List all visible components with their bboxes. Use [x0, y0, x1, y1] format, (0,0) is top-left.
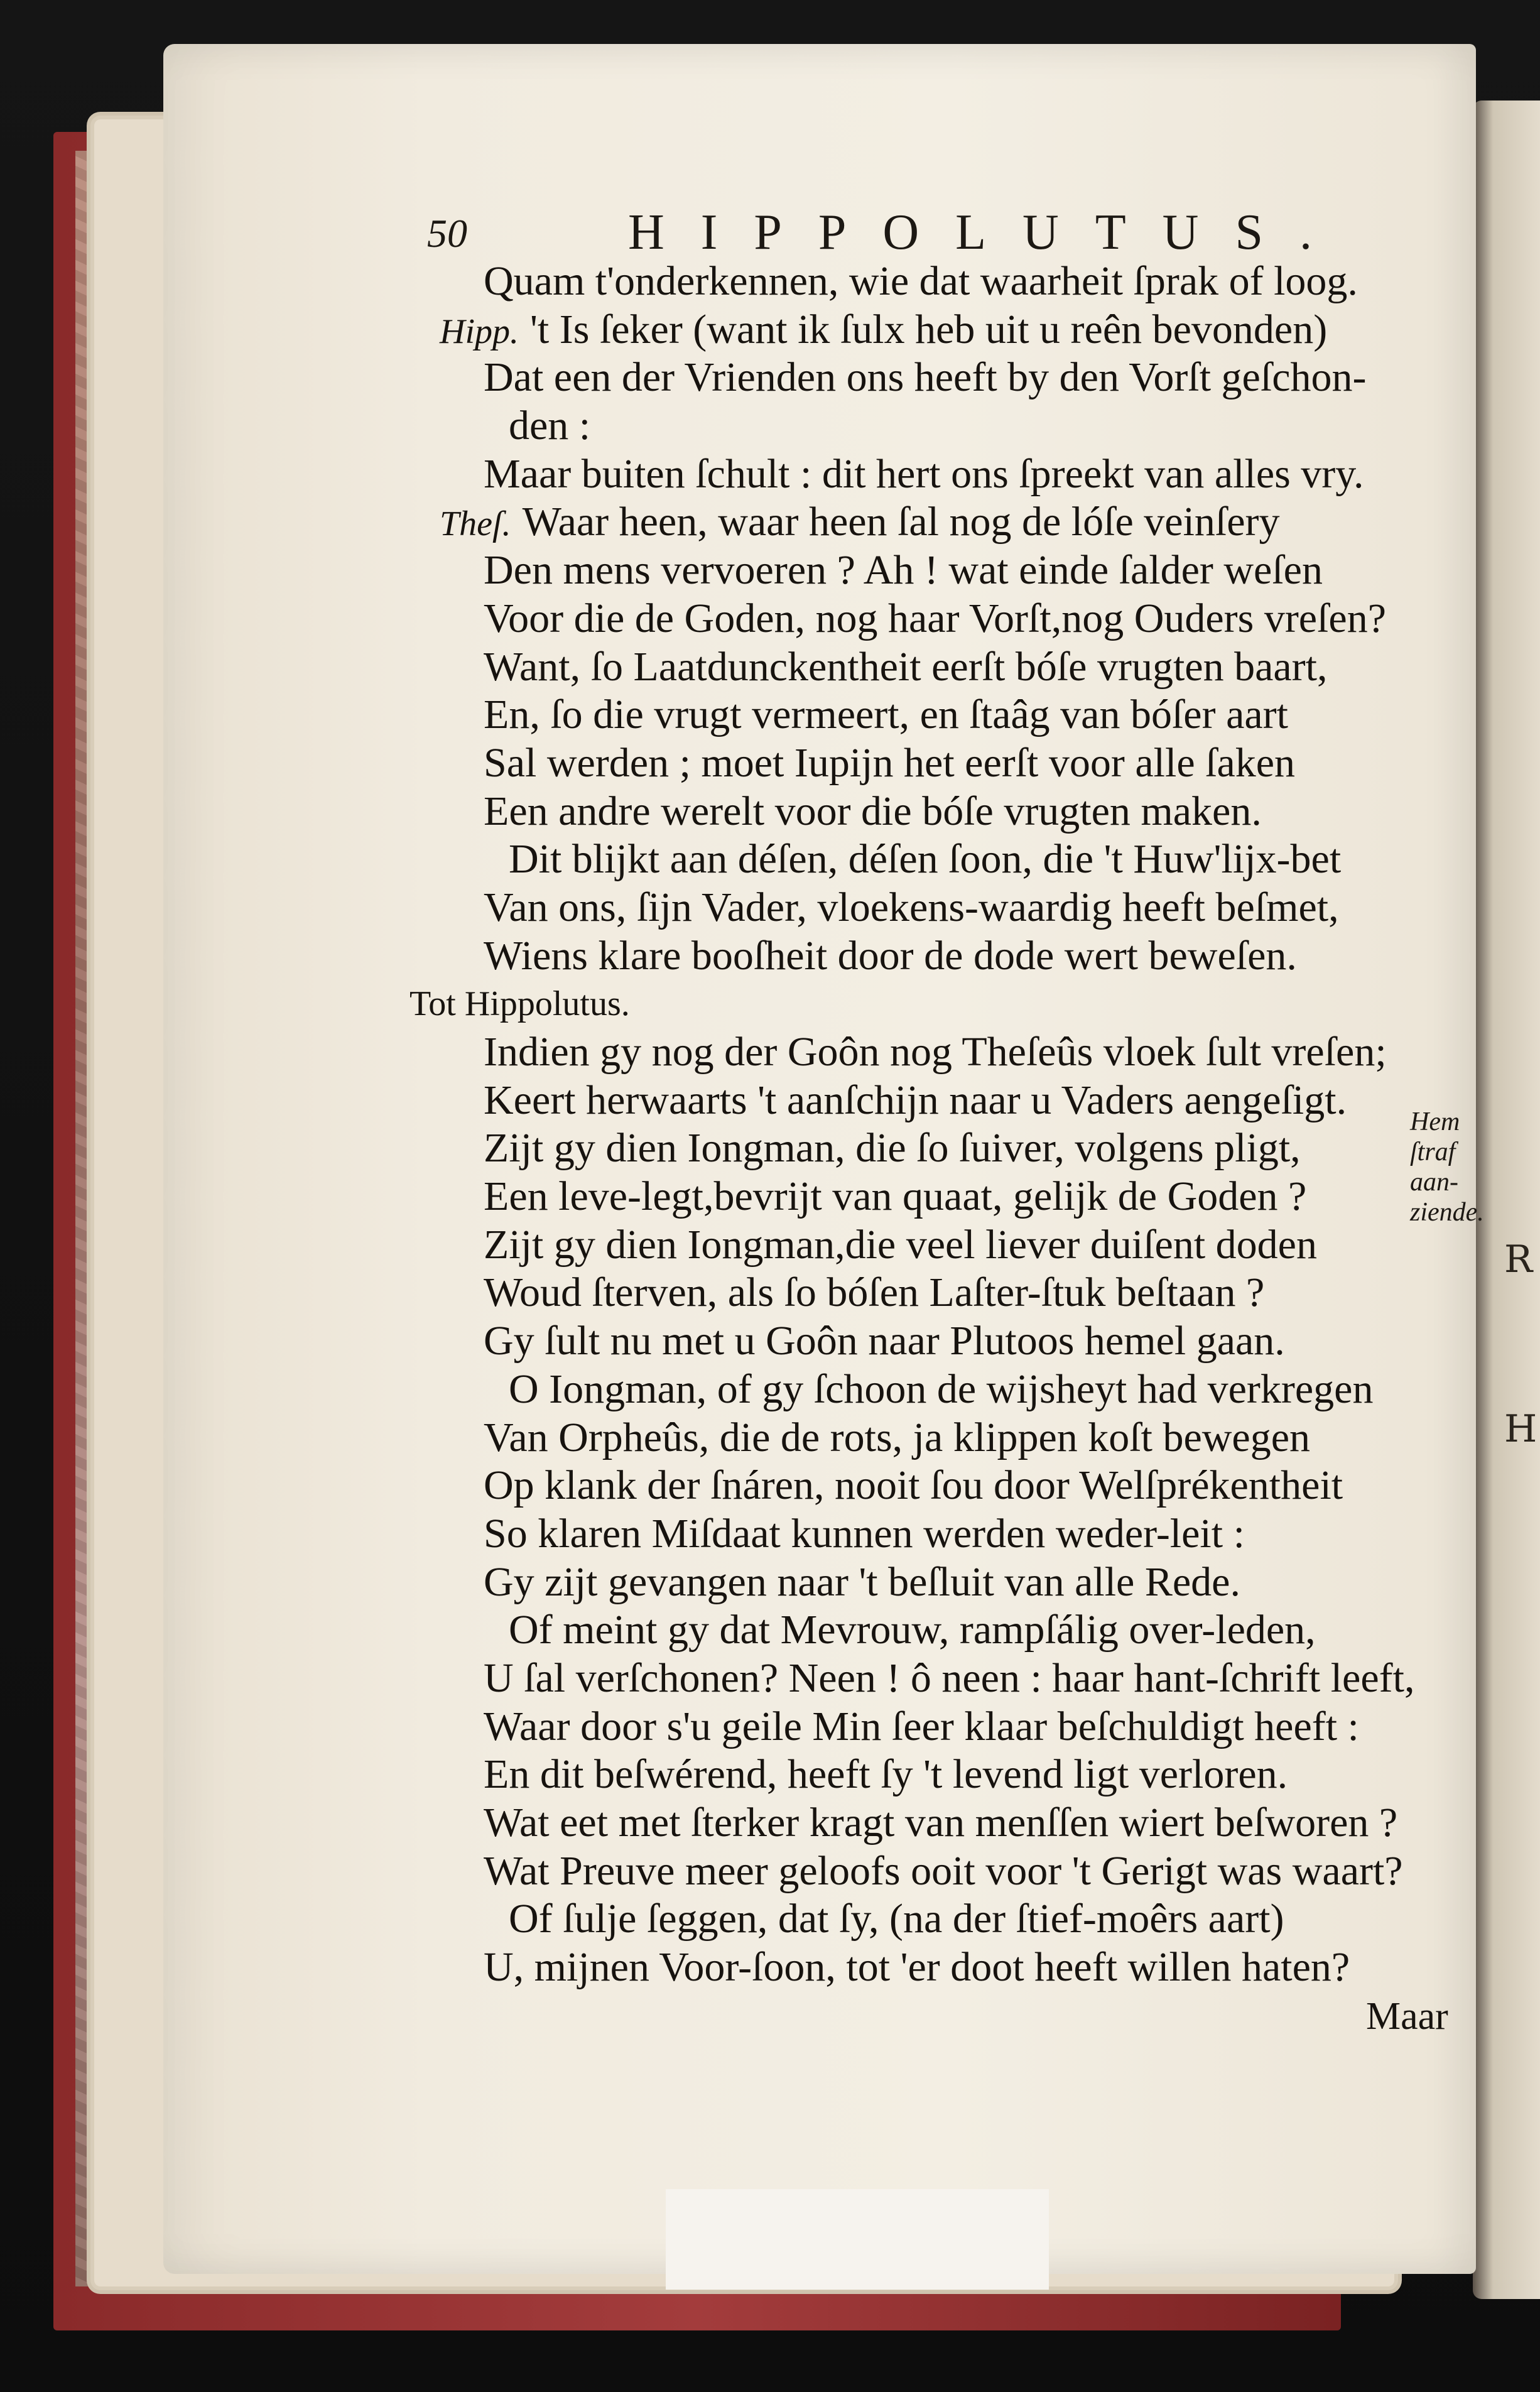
verse-line [440, 835, 1445, 884]
verse-line [440, 1462, 1445, 1510]
catchword: Maar [1366, 1995, 1448, 2038]
verse-line [440, 306, 1445, 354]
facing-page-letter: H [1504, 1407, 1537, 1451]
verse-line [440, 402, 1445, 450]
verse-line-text: Op klank der ſnáren, nooit ſou door Welſprékentheit [484, 1462, 1343, 1509]
verse-line [440, 1655, 1445, 1703]
verse-line [440, 1944, 1445, 1992]
verse-line-text: Woud ſterven, als ſo bóſen Laſter-ſtuk beſtaan ? [484, 1269, 1265, 1316]
verse-line-text: Een leve-legt,bevrijt van quaat, gelijk de Goden ? [484, 1173, 1307, 1220]
verse-line [440, 739, 1445, 788]
verse-line [440, 1077, 1445, 1125]
verse-line-text: So klaren Miſdaat kunnen werden weder-leit : [484, 1510, 1245, 1557]
verse-line [440, 1221, 1445, 1269]
verse-line [440, 354, 1445, 402]
verse-line-text: Van Orpheûs, die de rots, ja klippen koſt bewegen [484, 1414, 1311, 1460]
verse-line [440, 595, 1445, 643]
verse-line-text: Sal werden ; moet Iupijn het eerſt voor alle ſaken [484, 739, 1296, 786]
verse-line [440, 1895, 1445, 1944]
verse-line [440, 1317, 1445, 1366]
verse-line [440, 643, 1445, 692]
verse-line [440, 1558, 1445, 1607]
verse-line-text: Voor die de Goden, nog haar Vorſt,nog Ouders vreſen? [484, 595, 1387, 641]
verse-line-text: O Iongman, of gy ſchoon de wijsheyt had verkregen [509, 1366, 1374, 1412]
verse-line [440, 1028, 1445, 1077]
page-number: 50 [427, 211, 467, 256]
blank-label-patch [666, 2189, 1049, 2290]
running-title: HIPPOLUTUS. [628, 205, 1348, 260]
verse-line-text: Tot Hippolutus. [409, 984, 630, 1024]
verse-line [440, 498, 1445, 546]
marginal-note [1410, 1107, 1484, 1227]
verse-line-text: Maar buiten ſchult : dit hert ons ſpreekt van alles vry. [484, 450, 1364, 497]
verse-line [440, 450, 1445, 499]
verse-line-text: En, ſo die vrugt vermeert, en ſtaâg van bóſer aart [484, 692, 1288, 738]
verse-line-text: Dat een der Vrienden ons heeft by den Vorſt geſchon- [484, 354, 1367, 401]
verse-line [440, 1510, 1445, 1558]
verse-line-text: Zijt gy dien Iongman, die ſo ſuiver, volgens pligt, [484, 1125, 1301, 1172]
verse-line [440, 1606, 1445, 1655]
verse-line [440, 258, 1445, 306]
verse-line [440, 1366, 1445, 1414]
verse-line-text: 't Is ſeker (want ik ſulx heb uit u reên bevonden) [530, 306, 1328, 352]
stage-direction [409, 980, 1445, 1028]
verse-line [440, 1173, 1445, 1221]
marginal-note-line: ſtraf [1410, 1138, 1456, 1166]
verse-line-text: Wat eet met ſterker kragt van menſſen wiert beſworen ? [484, 1800, 1398, 1846]
verse-line [440, 788, 1445, 836]
verse-line-text: Dit blijkt aan déſen, déſen ſoon, die 't Huw'lijx-bet [509, 836, 1342, 883]
verse-line-text: Wiens klare booſheit door de dode wert beweſen. [484, 932, 1297, 979]
verse-line [440, 1703, 1445, 1751]
verse-line-text: Gy ſult nu met u Goôn naar Plutoos hemel gaan. [484, 1318, 1285, 1364]
verse-line-text: En dit beſwérend, heeft ſy 't levend ligt verloren. [484, 1751, 1288, 1798]
verse-line-text: den : [509, 403, 591, 449]
verse-line [440, 1414, 1445, 1462]
verse-line-text: Gy zijt gevangen naar 't beſluit van alle Rede. [484, 1558, 1240, 1605]
verse-line [440, 1799, 1445, 1847]
verse-line-text: Quam t'onderkennen, wie dat waarheit ſprak of loog. [484, 258, 1358, 304]
verse-line-text: U ſal verſchonen? Neen ! ô neen : haar hant-ſchrift leeft, [484, 1655, 1415, 1701]
verse-line-text: Zijt gy dien Iongman,die veel liever duiſent doden [484, 1221, 1317, 1268]
marginal-note-line: aan- [1410, 1168, 1458, 1197]
verse-line [440, 884, 1445, 932]
verse-line-text: Keert herwaarts 't aanſchijn naar u Vaders aengeſigt. [484, 1077, 1347, 1123]
verse-line-text: U, mijnen Voor-ſoon, tot 'er doot heeft willen haten? [484, 1944, 1350, 1991]
verse-line [440, 932, 1445, 981]
verse-line-text: Den mens vervoeren ? Ah ! wat einde ſalder weſen [484, 547, 1323, 594]
verse-text [409, 258, 1445, 1992]
verse-line-text: Want, ſo Laatdunckentheit eerſt bóſe vrugten baart, [484, 643, 1328, 690]
verse-line-text: Of meint gy dat Mevrouw, rampſálig over-leden, [509, 1607, 1316, 1653]
verse-line-text: Of ſulje ſeggen, dat ſy, (na der ſtief-moêrs aart) [509, 1896, 1284, 1942]
verse-line [440, 1124, 1445, 1173]
facing-page-letter: R [1504, 1237, 1533, 1281]
verse-line [440, 1847, 1445, 1896]
verse-line-text: Wat Preuve meer geloofs ooit voor 't Gerigt was waart? [484, 1847, 1403, 1894]
verse-line [440, 691, 1445, 739]
verse-line [440, 1269, 1445, 1317]
verse-line-text: Indien gy nog der Goôn nog Theſeûs vloek ſult vreſen; [484, 1029, 1387, 1075]
speaker-label: Hipp. [440, 312, 519, 351]
marginal-note-line: ziende. [1410, 1198, 1484, 1227]
verse-line [440, 546, 1445, 595]
speaker-label: Theſ. [440, 504, 511, 544]
verse-line-text: Waar door s'u geile Min ſeer klaar beſchuldigt heeft : [484, 1703, 1359, 1749]
verse-line-text: Een andre werelt voor die bóſe vrugten maken. [484, 788, 1262, 834]
verse-line [440, 1751, 1445, 1799]
verse-line-text: Waar heen, waar heen ſal nog de lóſe veinſery [522, 499, 1280, 545]
verse-line-text: Van ons, ſijn Vader, vloekens-waardig heeft beſmet, [484, 884, 1339, 930]
marginal-note-line: Hem [1410, 1107, 1460, 1136]
